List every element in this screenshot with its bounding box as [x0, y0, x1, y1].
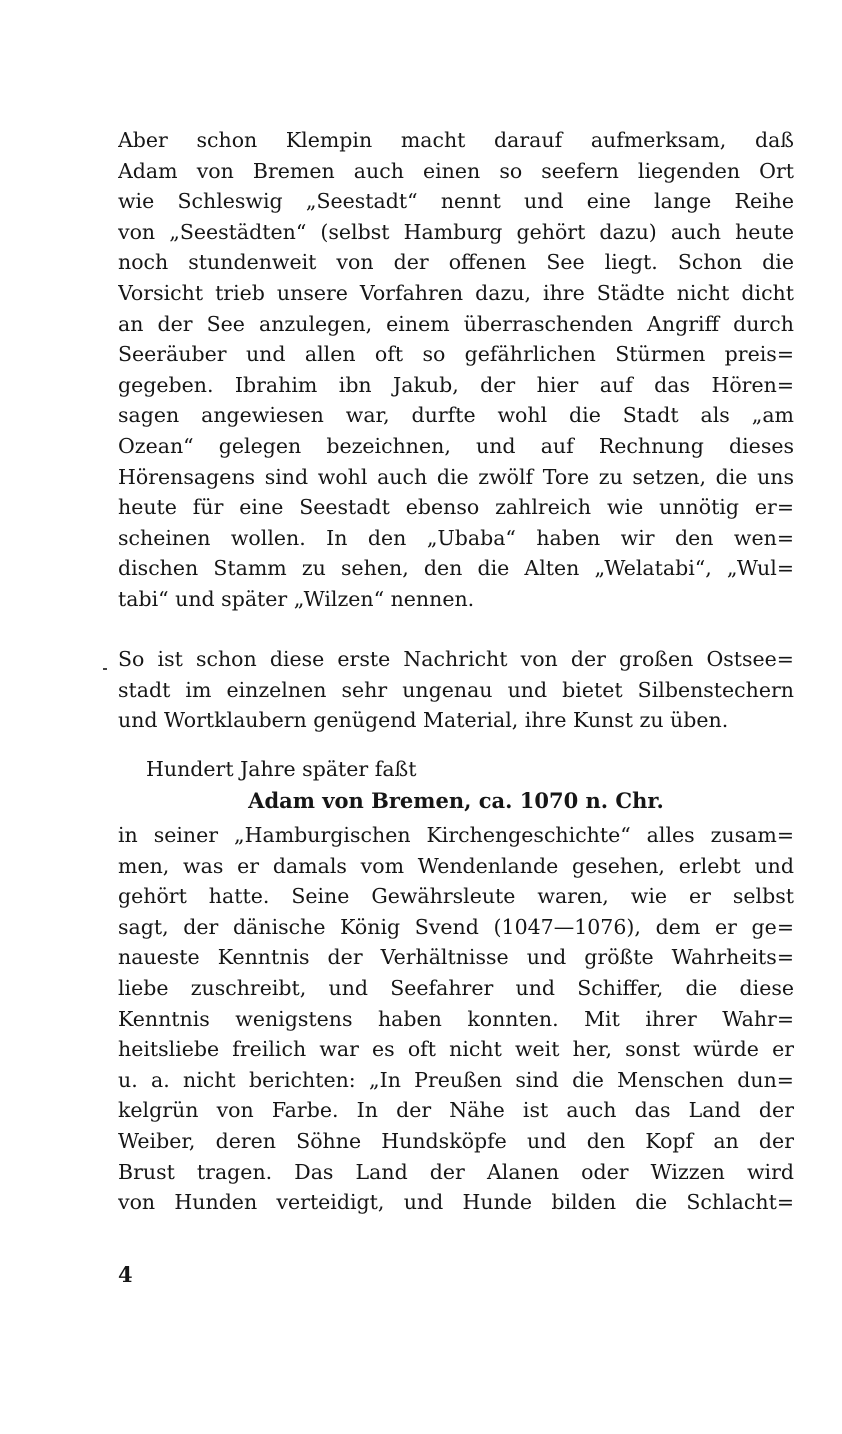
text-line: sagen angewiesen war, durfte wohl die Stadt als „am — [118, 403, 794, 428]
print-speck — [103, 668, 107, 670]
text-line: So ist schon diese erste Nachricht von der großen Ostsee= — [118, 647, 794, 671]
section-heading: Adam von Bremen, ca. 1070 n. Chr. — [248, 788, 664, 813]
text-line: gegeben. Ibrahim ibn Jakub, der hier auf das Hören= — [118, 372, 794, 397]
text-line: Seeräuber und allen oft so gefährlichen Stürmen preis= — [118, 342, 794, 367]
text-line: an der See anzulegen, einem überraschenden Angriff durch — [118, 311, 794, 336]
text-line: sagt, der dänische König Svend (1047—1076), dem er ge= — [118, 914, 794, 939]
text-line: von „Seestädten“ (selbst Hamburg gehört dazu) auch heute — [118, 219, 794, 244]
text-line: kelgrün von Farbe. In der Nähe ist auch das Land der — [118, 1098, 794, 1123]
text-line: Aber schon Klempin macht darauf aufmerksam, daß — [118, 128, 794, 152]
text-line: heitsliebe freilich war es oft nicht weit her, sonst würde er — [118, 1037, 794, 1062]
section-intro-line — [146, 754, 822, 785]
text-line: Kenntnis wenigstens haben konnten. Mit ihrer Wahr= — [118, 1006, 794, 1031]
text-line: liebe zuschreibt, und Seefahrer und Schiffer, die diese — [118, 975, 794, 1000]
text-line: men, was er damals vom Wendenlande gesehen, erlebt und — [118, 853, 794, 878]
text-line: dischen Stamm zu sehen, den die Alten „Welatabi“, „Wul= — [118, 556, 794, 581]
text-line: u. a. nicht berichten: „In Preußen sind die Menschen dun= — [118, 1067, 794, 1092]
text-line: noch stundenweit von der offenen See liegt. Schon die — [118, 250, 794, 275]
text-line: heute für eine Seestadt ebenso zahlreich wie unnötig er= — [118, 495, 794, 520]
text-line: gehört hatte. Seine Gewährsleute waren, wie er selbst — [118, 884, 794, 909]
page-number: 4 — [118, 1262, 133, 1287]
text-line: Hundert Jahre später faßt — [146, 757, 417, 781]
text-line: naueste Kenntnis der Verhältnisse und größte Wahrheits= — [118, 945, 794, 970]
text-line: stadt im einzelnen sehr ungenau und bietet Silbenstechern — [118, 677, 794, 702]
text-line: in seiner „Hamburgischen Kirchengeschichte“ alles zusam= — [118, 823, 794, 847]
paragraph-klempin — [118, 125, 794, 615]
text-line: Brust tragen. Das Land der Alanen oder Wizzen wird — [118, 1159, 794, 1184]
paragraph-summary — [118, 644, 794, 736]
text-line: Adam von Bremen auch einen so seefern liegenden Ort — [118, 158, 794, 183]
text-line: von Hunden verteidigt, und Hunde bilden die Schlacht= — [118, 1190, 794, 1215]
text-line: und Wortklaubern genügend Material, ihre Kunst zu üben. — [118, 708, 729, 733]
text-line: wie Schleswig „Seestadt“ nennt und eine lange Reihe — [118, 189, 794, 214]
text-line: Weiber, deren Söhne Hundsköpfe und den Kopf an der — [118, 1128, 794, 1153]
text-line: Ozean“ gelegen bezeichnen, und auf Rechnung dieses — [118, 433, 794, 458]
text-line: Vorsicht trieb unsere Vorfahren dazu, ihre Städte nicht dicht — [118, 280, 794, 305]
text-line: Hörensagens sind wohl auch die zwölf Tore zu setzen, die uns — [118, 464, 794, 489]
text-line: tabi“ und später „Wilzen“ nennen. — [118, 586, 475, 611]
text-line: scheinen wollen. In den „Ubaba“ haben wir den wen= — [118, 525, 794, 550]
paragraph-adam-von-bremen — [118, 820, 794, 1218]
